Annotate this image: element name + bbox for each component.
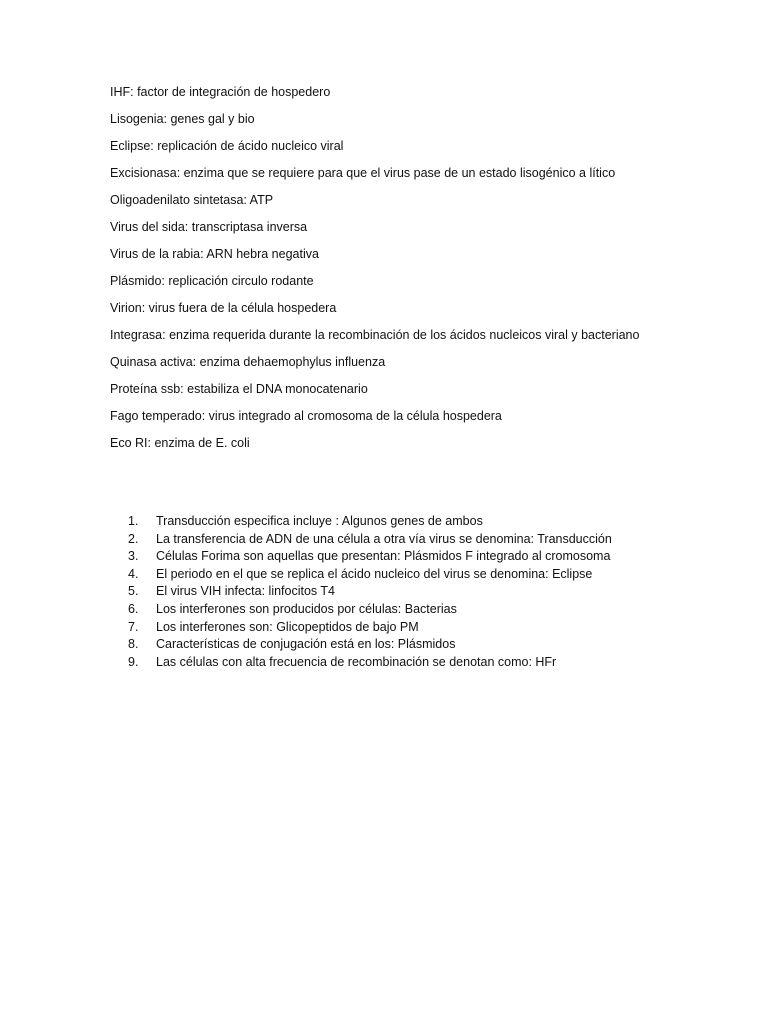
list-number: 4. [128, 566, 139, 581]
definition-line: Fago temperado: virus integrado al cromosoma de la célula hospedera [110, 409, 502, 423]
list-item [128, 583, 648, 601]
list-item [128, 636, 648, 654]
list-item [128, 601, 648, 619]
definition-line: Proteína ssb: estabiliza el DNA monocatenario [110, 382, 368, 396]
list-number: 3. [128, 549, 139, 564]
definition-line: Lisogenia: genes gal y bio [110, 112, 255, 126]
list-number: 7. [128, 619, 139, 634]
list-number: 6. [128, 601, 139, 616]
list-item-text: La transferencia de ADN de una célula a otra vía virus se denomina: Transducción [156, 531, 612, 546]
numbered-list [128, 513, 648, 671]
list-item-text: Características de conjugación está en los: Plásmidos [156, 637, 456, 652]
list-item [128, 548, 648, 566]
list-number: 1. [128, 514, 139, 528]
definition-line: IHF: factor de integración de hospedero [110, 85, 331, 99]
list-item [128, 513, 648, 531]
definition-line: Quinasa activa: enzima dehaemophylus influenza [110, 355, 386, 369]
definition-line: Virus de la rabia: ARN hebra negativa [110, 247, 319, 261]
list-item [128, 619, 648, 637]
list-item-text: Las células con alta frecuencia de recombinación se denotan como: HFr [156, 654, 557, 669]
list-item-text: Los interferones son producidos por células: Bacterias [156, 601, 457, 616]
definition-line: Virion: virus fuera de la célula hospedera [110, 301, 337, 315]
list-item-text: El virus VIH infecta: linfocitos T4 [156, 584, 336, 599]
list-number: 2. [128, 531, 139, 546]
list-item-text: El periodo en el que se replica el ácido nucleico del virus se denomina: Eclipse [156, 566, 593, 581]
definition-line: Eco RI: enzima de E. coli [110, 436, 250, 450]
definitions-block [110, 84, 640, 462]
definition-line: Excisionasa: enzima que se requiere para que el virus pase de un estado lisogénico a lítico [110, 166, 616, 180]
list-item-text: Transducción especifica incluye : Algunos genes de ambos [156, 514, 483, 528]
definition-line: Eclipse: replicación de ácido nucleico viral [110, 139, 344, 153]
definition-line: Virus del sida: transcriptasa inversa [110, 220, 308, 234]
list-number: 5. [128, 584, 139, 599]
list-number: 8. [128, 637, 139, 652]
definition-line: Plásmido: replicación circulo rodante [110, 274, 314, 288]
definition-line: Oligoadenilato sintetasa: ATP [110, 193, 274, 207]
list-item [128, 654, 648, 672]
list-item [128, 531, 648, 549]
definition-line: Integrasa: enzima requerida durante la recombinación de los ácidos nucleicos viral y bacteriano [110, 328, 640, 342]
list-number: 9. [128, 654, 139, 669]
list-item [128, 566, 648, 584]
list-item-text: Células Forima son aquellas que presentan: Plásmidos F integrado al cromosoma [156, 549, 611, 564]
list-item-text: Los interferones son: Glicopeptidos de bajo PM [156, 619, 419, 634]
